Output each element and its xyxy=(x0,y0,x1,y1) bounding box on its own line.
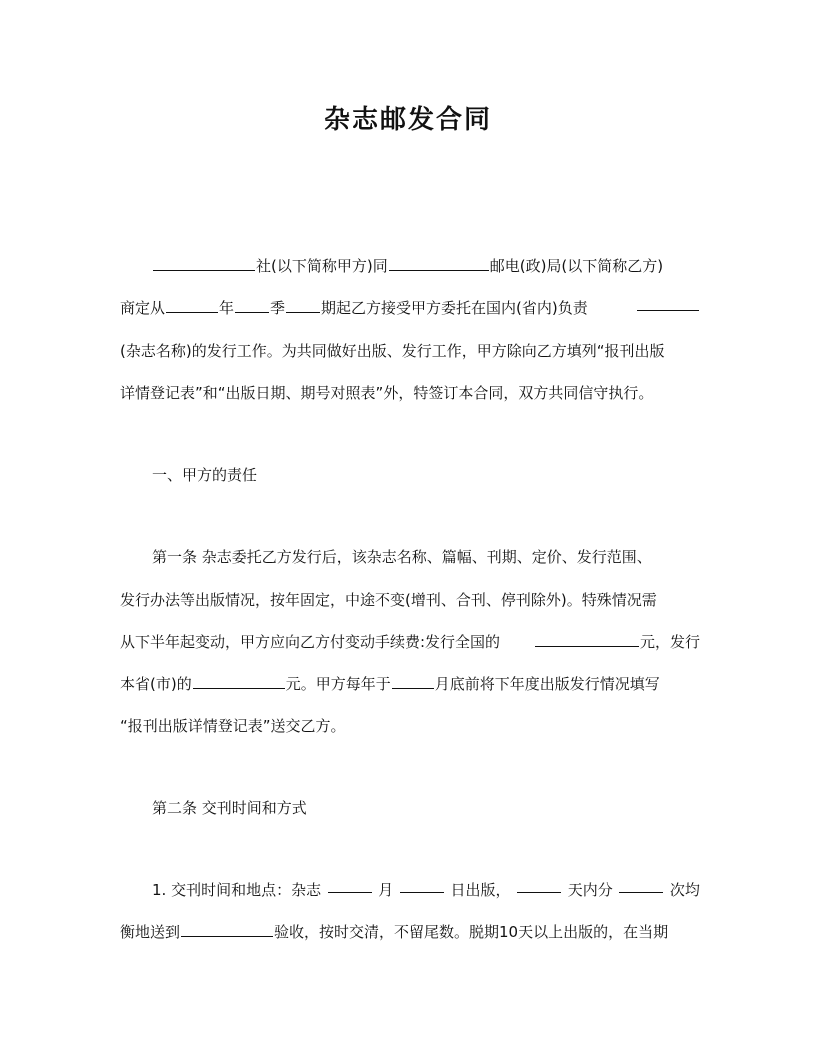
document-title: 杂志邮发合同 xyxy=(323,105,492,135)
blank-field xyxy=(235,298,269,313)
intro-line-1 xyxy=(152,254,700,278)
intro-line-2 xyxy=(120,296,700,320)
article1-line-2: 发行办法等出版情况，按年固定，中途不变(增刊、合刊、停刊除外)。特殊情况需 xyxy=(120,591,657,609)
blank-field xyxy=(619,878,663,893)
text-span: 期起乙方接受甲方委托在国内(省内)负责 xyxy=(321,299,588,317)
text-span: 年 xyxy=(219,299,235,317)
text-span: 邮电(政)局(以下简称乙方) xyxy=(489,257,664,275)
blank-field xyxy=(193,674,285,689)
article2-heading: 第二条 交刊时间和方式 xyxy=(152,799,307,817)
article1-line-3 xyxy=(120,630,700,654)
text-span: 月底前将下年度出版发行情况填写 xyxy=(434,675,660,693)
blank-field xyxy=(637,296,699,311)
line-segment xyxy=(534,630,700,654)
text-span: 衡地送到 xyxy=(120,923,181,941)
article2-line-1 xyxy=(152,878,700,902)
blank-field xyxy=(392,674,434,689)
text-span: 元。甲方每年于 xyxy=(285,675,391,693)
blank-field xyxy=(328,878,372,893)
intro-line-4: 详情登记表”和“出版日期、期号对照表”外，特签订本合同，双方共同信守执行。 xyxy=(120,384,654,402)
blank-field xyxy=(517,878,561,893)
line-segment xyxy=(120,296,588,320)
text-span: 本省(市)的 xyxy=(120,675,192,693)
blank-field xyxy=(181,922,273,937)
article1-line-4 xyxy=(120,672,700,696)
section-heading-1: 一、甲方的责任 xyxy=(152,466,258,484)
blank-field xyxy=(389,256,489,271)
text-span: 商定从 xyxy=(120,299,166,317)
text-span: 1. 交刊时间和地点：杂志 xyxy=(152,881,322,899)
text-span: 天内分 xyxy=(567,881,613,899)
blank-field xyxy=(400,878,444,893)
blank-field xyxy=(166,298,218,313)
blank-field xyxy=(535,632,639,647)
article1-line-5: “报刊出版详情登记表”送交乙方。 xyxy=(120,717,346,735)
blank-field xyxy=(286,298,320,313)
text-span: 从下半年起变动，甲方应向乙方付变动手续费:发行全国的 xyxy=(120,633,501,651)
text-span: 日出版， xyxy=(450,881,511,899)
article1-line-1: 第一条 杂志委托乙方发行后，该杂志名称、篇幅、刊期、定价、发行范围、 xyxy=(152,548,652,566)
text-span: 月 xyxy=(378,881,394,899)
text-span: 季 xyxy=(270,299,286,317)
intro-line-3: (杂志名称)的发行工作。为共同做好出版、发行工作，甲方除向乙方填列“报刊出版 xyxy=(120,342,665,360)
text-span: 验收，按时交清，不留尾数。脱期10天以上出版的，在当期 xyxy=(274,923,669,941)
text-span: 元，发行 xyxy=(639,633,700,651)
text-span: 社(以下简称甲方)同 xyxy=(256,257,388,275)
text-span: 次均 xyxy=(669,881,700,899)
blank-field xyxy=(153,256,255,271)
article2-line-2 xyxy=(120,920,700,944)
